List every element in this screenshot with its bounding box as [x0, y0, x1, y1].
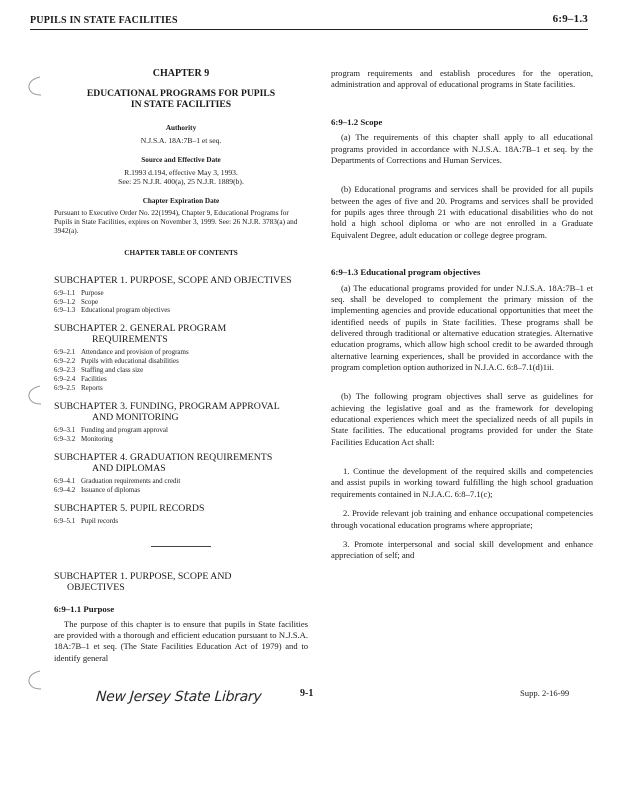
expiration-heading: Chapter Expiration Date: [142, 196, 220, 205]
supplement-date: Supp. 2-16-99: [520, 688, 570, 698]
toc-subchapter-4-title: [54, 453, 308, 475]
toc-subchapter-1-items: [54, 289, 308, 316]
body-subchapter-title-line: SUBCHAPTER 1. PURPOSE, SCOPE AND: [54, 570, 232, 582]
toc-item[interactable]: [54, 375, 308, 384]
header-section-number: 6:9–1.3: [552, 13, 588, 25]
authority-text: N.J.S.A. 18A:7B–1 et seq.: [140, 136, 222, 146]
toc-subchapter-title-line: SUBCHAPTER 4. GRADUATION REQUIREMENTS: [54, 451, 273, 463]
toc-item-number: 6:9–2.2: [54, 357, 76, 366]
toc-subchapter-2-items: [54, 348, 308, 393]
toc-item-text: Pupil records: [81, 516, 119, 525]
toc-item-text: Purpose: [81, 288, 104, 297]
source-heading: Source and Effective Date: [141, 155, 221, 164]
scope-heading: 6:9–1.2 Scope: [331, 116, 383, 127]
toc-subchapter-title-line: SUBCHAPTER 5. PUPIL RECORDS: [54, 502, 205, 514]
punch-hole-mark: [24, 383, 46, 407]
toc-item-text: Attendance and provision of programs: [81, 348, 189, 357]
toc-subchapter-5-title: [54, 504, 308, 515]
left-column: [54, 68, 308, 672]
toc-item[interactable]: [54, 486, 308, 495]
expiration-text: Pursuant to Executive Order No. 22(1994), Chapter 9, Educational Programs for Pupils in State Facilities, expires on November 3, 1999. See: 26 N.J.R. 3783(a) and 3942(a).: [54, 207, 298, 235]
toc-item-number: 6:9–3.2: [54, 435, 76, 444]
authority-heading: Authority: [165, 124, 197, 133]
objectives-heading: 6:9–1.3 Educational program objectives: [331, 267, 481, 278]
objective-item-3: 3. Promote interpersonal and social skill development and enhance appreciation of self; and: [331, 538, 593, 561]
purpose-heading: 6:9–1.1 Purpose: [54, 603, 115, 614]
toc-subchapter-5-items: [54, 517, 308, 526]
scope-paragraph-b: (b) Educational programs and services shall be provided for all pupils between the ages of five and 20. Programs and services shall be provided for pupils ages three through 21 with educational disabilities who do not hold a high school diploma or who are not enrolled in a Graduate Equivalent Degree, adult education or college degree program.: [331, 184, 593, 240]
toc-subchapter-2-title: [54, 324, 308, 346]
toc-item-text: Monitoring: [81, 435, 113, 444]
toc-item-number: 6:9–1.2: [54, 297, 76, 306]
toc-subchapter-title-line: AND DIPLOMAS: [92, 462, 166, 474]
purpose-text: The purpose of this chapter is to ensure that pupils in State facilities are provided with a thorough and efficient education pursuant to N.J.S.A. 18A:7B–1 et seq. (The State Facilities Education Act of 1979) and to identify general: [54, 618, 308, 663]
body-subchapter-title: [54, 572, 308, 594]
toc-item-text: Scope: [81, 297, 99, 306]
library-watermark: New Jersey State Library: [95, 689, 262, 705]
punch-hole-mark: [24, 668, 46, 692]
scope-paragraph-a: (a) The requirements of this chapter shall apply to all educational programs provided in accordance with N.J.S.A. 18A:7B–1 et seq. by the Departments of Corrections and Human Services.: [331, 132, 593, 165]
toc-item-number: 6:9–5.1: [54, 516, 76, 525]
toc-item-number: 6:9–3.1: [54, 426, 76, 435]
section-divider: [151, 546, 211, 547]
chapter-label: CHAPTER 9: [152, 68, 210, 79]
toc-item-number: 6:9–1.1: [54, 288, 76, 297]
toc-item[interactable]: [54, 384, 308, 393]
toc-item-text: Staffing and class size: [81, 366, 144, 375]
toc-item-number: 6:9–2.3: [54, 366, 76, 375]
toc-item[interactable]: [54, 357, 308, 366]
toc-subchapter-title-line: REQUIREMENTS: [92, 334, 168, 346]
toc-heading: CHAPTER TABLE OF CONTENTS: [124, 248, 238, 257]
objective-item-1: 1. Continue the development of the required skills and competencies and assist pupils in working toward fulfilling the high school graduation requirements contained in N.J.A.C. 6:8–7.1(c);: [331, 466, 593, 499]
toc-subchapter-3-items: [54, 426, 308, 444]
toc-item-number: 6:9–2.5: [54, 384, 76, 393]
toc-subchapter-title-line: SUBCHAPTER 1. PURPOSE, SCOPE AND OBJECTIVES: [54, 274, 292, 286]
toc-item-text: Pupils with educational disabilities: [81, 357, 179, 366]
toc-subchapter-title-line: AND MONITORING: [92, 412, 179, 424]
toc-subchapter-1-title: [54, 276, 308, 287]
toc-item-text: Funding and program approval: [81, 426, 168, 435]
chapter-title: [54, 88, 308, 112]
toc-item-text: Reports: [81, 384, 103, 393]
continued-text: program requirements and establish procedures for the operation, administration and approval of educational programs in State facilities.: [331, 68, 593, 90]
toc-subchapter-3-title: [54, 402, 308, 424]
chapter-title-line: IN STATE FACILITIES: [130, 99, 232, 111]
toc-item-text: Graduation requirements and credit: [81, 476, 181, 485]
source-line: R.1993 d.194, effective May 3, 1993.: [124, 167, 238, 177]
toc-item[interactable]: [54, 517, 308, 526]
objective-item-2: 2. Provide relevant job training and enhance occupational competencies through vocational education programs where appropriate;: [331, 508, 593, 530]
header-title: PUPILS IN STATE FACILITIES: [30, 15, 178, 26]
page-number: 9-1: [300, 688, 314, 699]
toc-item-text: Educational program objectives: [81, 306, 171, 315]
source-line: See: 25 N.J.R. 400(a), 25 N.J.R. 1889(b).: [118, 177, 244, 187]
body-subchapter-title-line: OBJECTIVES: [67, 581, 125, 593]
toc-item[interactable]: [54, 348, 308, 357]
toc-item[interactable]: [54, 477, 308, 486]
objectives-paragraph-b: (b) The following program objectives shall serve as guidelines for achieving the legislative goal and as the framework for developing educational experiences which meet the specialized needs of all pupils in State facilities. The educational programs provided for under the State Facilities Education Act shall:: [331, 391, 593, 447]
toc-item[interactable]: [54, 306, 308, 315]
toc-item-number: 6:9–4.1: [54, 476, 76, 485]
toc-item[interactable]: [54, 298, 308, 307]
toc-subchapter-title-line: SUBCHAPTER 2. GENERAL PROGRAM: [54, 323, 227, 335]
toc-item[interactable]: [54, 435, 308, 444]
toc-item-number: 6:9–1.3: [54, 306, 76, 315]
toc-item-text: Facilities: [81, 375, 107, 384]
toc-item-number: 6:9–2.1: [54, 348, 76, 357]
chapter-title-line: EDUCATIONAL PROGRAMS FOR PUPILS: [86, 87, 276, 99]
toc-subchapter-title-line: SUBCHAPTER 3. FUNDING, PROGRAM APPROVAL: [54, 401, 280, 413]
source-text: [54, 168, 308, 187]
toc-subchapter-4-items: [54, 477, 308, 495]
toc-item[interactable]: [54, 366, 308, 375]
toc-item[interactable]: [54, 289, 308, 298]
toc-item-number: 6:9–4.2: [54, 485, 76, 494]
toc-item-text: Issuance of diplomas: [81, 485, 141, 494]
right-column: [331, 68, 593, 570]
running-header: [30, 13, 588, 30]
objectives-paragraph-a: (a) The educational programs provided for under N.J.S.A. 18A:7B–1 et seq. shall be developed to complement the primary mission of the implementing agencies and provide educational opportunities that meet the identified needs of pupils in State facilities. These programs shall be delivered through traditional or alternative education strategies. Alternative education programs, which allow high school credit to be awarded through alternative learning experiences, shall be provided in accordance with the program completion option authorized in N.J.A.C. 6:8–7.1(d)1ii.: [331, 282, 593, 373]
punch-hole-mark: [24, 74, 46, 98]
toc-item-number: 6:9–2.4: [54, 375, 76, 384]
toc-item[interactable]: [54, 426, 308, 435]
